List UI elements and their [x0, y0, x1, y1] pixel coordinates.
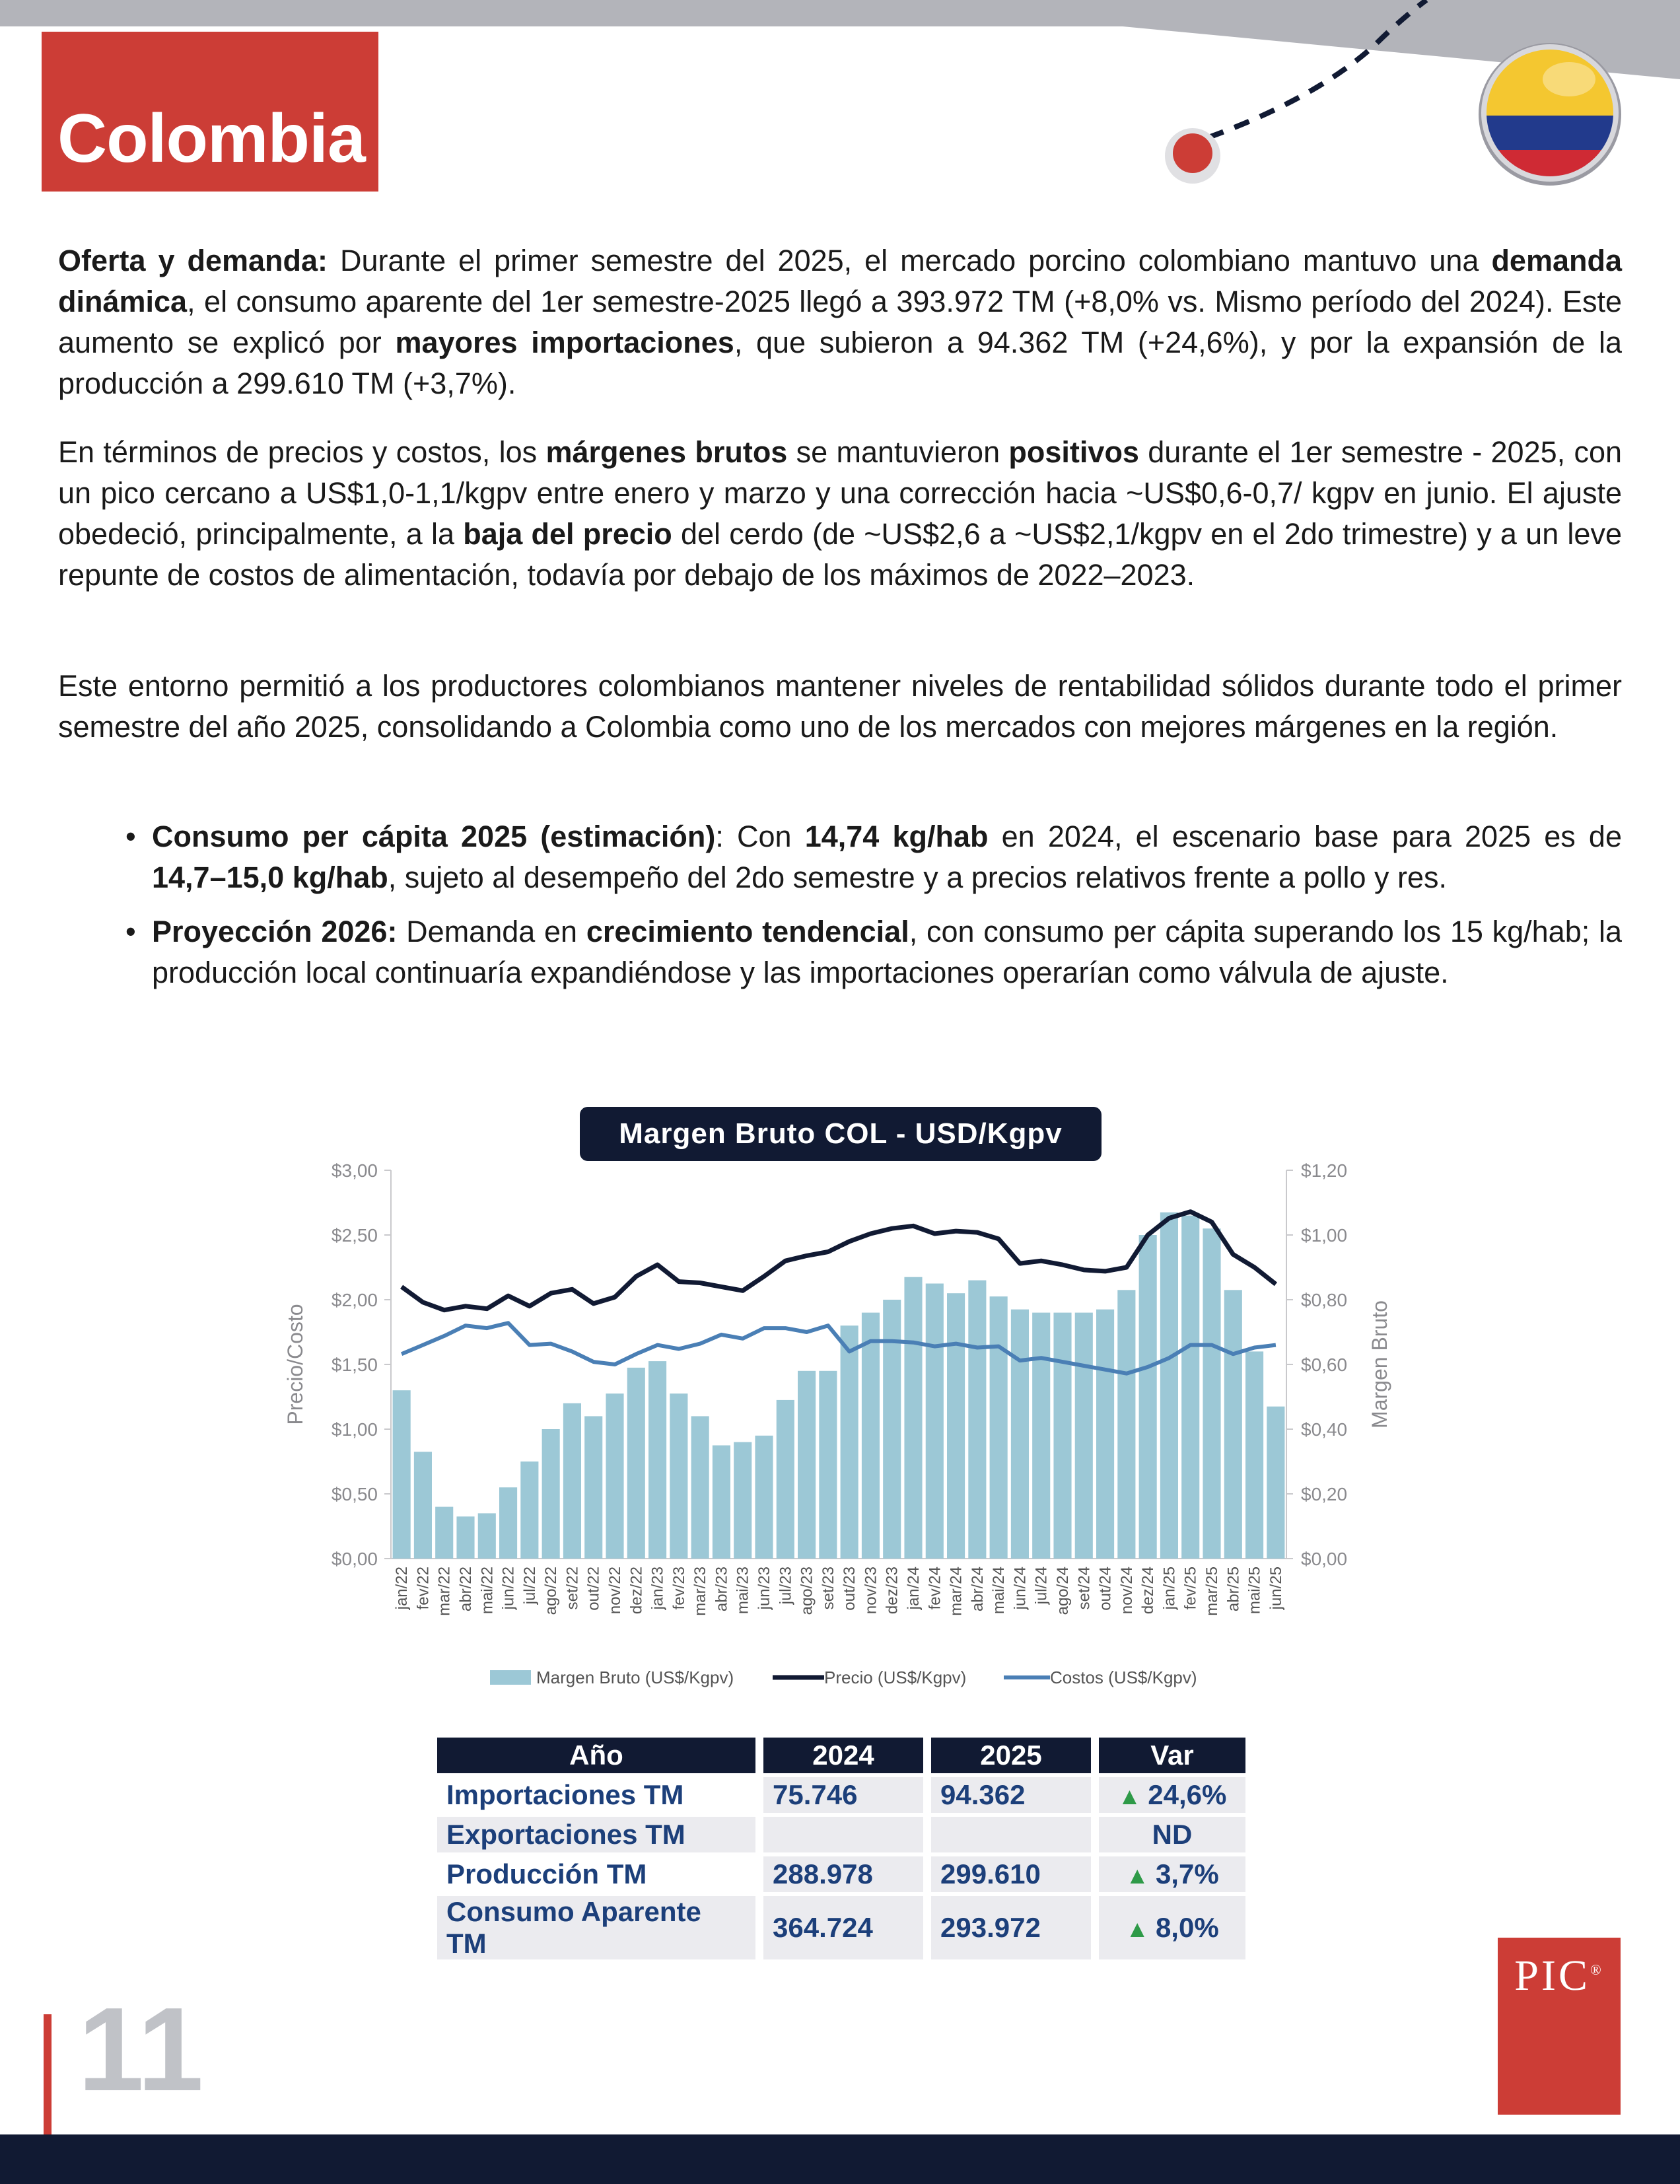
- margin-bar: [968, 1281, 986, 1559]
- text-segment: crecimiento tendencial: [586, 915, 909, 948]
- x-tick-label: mai/22: [478, 1567, 497, 1615]
- variation-cell: [1099, 1896, 1245, 1959]
- margin-bar: [777, 1400, 794, 1559]
- text-segment: Demanda en: [397, 915, 586, 948]
- x-tick-label: nov/23: [862, 1567, 880, 1615]
- text-segment: 14,74 kg/hab: [804, 820, 989, 853]
- x-tick-label: out/22: [584, 1567, 603, 1611]
- text-segment: Este entorno permitió a los productores colombianos mantener niveles de rentabilidad sólidos durante todo el primer semestre del año 2025, consolidando a Colombia como uno de los mercados con mejores márgenes en la región.: [58, 669, 1622, 744]
- margin-bar: [478, 1513, 496, 1559]
- x-tick-label: ago/24: [1054, 1567, 1072, 1615]
- table-header-row: [437, 1738, 1245, 1773]
- bullet-dot: •: [125, 820, 136, 853]
- variation-cell: [1099, 1817, 1245, 1852]
- table-row: [437, 1896, 1245, 1959]
- row-label: Producción TM: [446, 1858, 647, 1889]
- x-tick-label: nov/22: [606, 1567, 624, 1615]
- paragraph-supply-demand: [58, 240, 1622, 404]
- x-tick-label: dez/22: [627, 1567, 646, 1615]
- header-var: Var: [1099, 1738, 1245, 1773]
- text-segment: mayores importaciones: [395, 326, 734, 359]
- margin-bar: [563, 1403, 581, 1559]
- value-2025: [931, 1817, 1091, 1852]
- margin-bar: [841, 1325, 858, 1559]
- x-tick-label: mai/24: [990, 1567, 1008, 1615]
- x-tick-label: dez/23: [883, 1567, 901, 1615]
- value-2024: 75.746: [763, 1777, 923, 1813]
- x-tick-label: abr/25: [1224, 1567, 1243, 1612]
- table-row: [437, 1777, 1245, 1813]
- margin-bar: [1011, 1310, 1029, 1559]
- margin-bar: [734, 1442, 752, 1559]
- right-tick-label: $1,20: [1301, 1160, 1348, 1181]
- x-tick-label: mai/25: [1245, 1567, 1264, 1615]
- text-segment: se mantuvieron: [787, 435, 1009, 469]
- margin-bar: [798, 1371, 816, 1559]
- y-axis-title-left: Precio/Costo: [283, 1304, 307, 1425]
- x-tick-label: jun/24: [1011, 1567, 1030, 1610]
- margin-bar: [713, 1446, 730, 1559]
- y-axis-title-right: Margen Bruto: [1368, 1300, 1391, 1428]
- x-tick-label: set/23: [819, 1567, 837, 1610]
- variation-value: 8,0%: [1155, 1912, 1219, 1943]
- row-label: Importaciones TM: [446, 1779, 684, 1810]
- x-tick-label: fev/22: [414, 1567, 433, 1610]
- footer-band: [0, 2134, 1680, 2184]
- logo-registered-mark: ®: [1590, 1961, 1604, 1978]
- text-segment: del cerdo (de ~US$2,6 a ~US$2,1/kgpv en el 2do trimestre) y a un leve repunte de costos de alimentación, todavía por debajo de los máximos de 2022–2023.: [58, 517, 1622, 592]
- margin-bar: [904, 1277, 922, 1559]
- paragraph-environment: [58, 666, 1622, 748]
- x-tick-label: jan/25: [1160, 1567, 1179, 1610]
- margin-bar: [648, 1361, 666, 1559]
- margin-bar: [456, 1516, 474, 1559]
- text-segment: Oferta y demanda:: [58, 244, 328, 277]
- margin-bar: [755, 1436, 773, 1559]
- margin-bar: [670, 1393, 687, 1559]
- x-tick-label: jun/23: [755, 1567, 773, 1610]
- row-label: Consumo Aparente TM: [437, 1896, 755, 1959]
- x-tick-label: out/24: [1096, 1567, 1115, 1611]
- table-row: [437, 1856, 1245, 1892]
- value-2025: 299.610: [931, 1856, 1091, 1892]
- bullet-dot: •: [125, 915, 136, 948]
- text-segment: baja del precio: [463, 517, 672, 551]
- row-label: Exportaciones TM: [437, 1817, 755, 1852]
- margin-bar: [819, 1371, 837, 1559]
- page-title: Colombia: [57, 100, 365, 177]
- x-tick-label: jan/22: [393, 1567, 411, 1610]
- x-tick-label: abr/24: [968, 1567, 987, 1612]
- x-tick-label: mar/24: [947, 1567, 965, 1616]
- page-number: 11: [78, 1983, 204, 2116]
- bullet-text: [152, 820, 1622, 894]
- x-tick-label: out/23: [841, 1567, 859, 1611]
- header-2024: 2024: [763, 1738, 923, 1773]
- text-segment: demanda dinámica: [58, 244, 1622, 318]
- bullet-consumption-2025: [125, 816, 1622, 898]
- up-arrow-icon: ▲: [1125, 1915, 1149, 1942]
- x-tick-label: ago/22: [542, 1567, 561, 1615]
- margin-chart: [264, 1149, 1426, 1704]
- margin-bar: [1139, 1235, 1157, 1559]
- variation-value: 24,6%: [1148, 1779, 1227, 1810]
- pic-logo: [1498, 1938, 1621, 2115]
- header-year: Año: [437, 1738, 755, 1773]
- left-tick-label: $3,00: [331, 1160, 378, 1181]
- text-segment: , con consumo per cápita superando los 15 kg/hab; la producción local continuaría expandiéndose y las importaciones operarían como válvula de ajuste.: [152, 915, 1622, 989]
- margin-bar: [627, 1368, 645, 1559]
- left-tick-label: $1,00: [331, 1419, 378, 1440]
- x-tick-label: abr/23: [713, 1567, 731, 1612]
- left-tick-label: $2,00: [331, 1290, 378, 1310]
- legend-swatch-margin: [490, 1670, 531, 1685]
- x-tick-label: jul/23: [777, 1567, 795, 1605]
- margin-bar: [1117, 1290, 1135, 1559]
- margin-bar: [414, 1452, 432, 1559]
- text-segment: en 2024, el escenario base para 2025 es de: [988, 820, 1622, 853]
- bullet-list: [125, 816, 1622, 1006]
- x-tick-label: abr/22: [457, 1567, 475, 1612]
- header-2025: 2025: [931, 1738, 1091, 1773]
- left-tick-label: $0,50: [331, 1484, 378, 1504]
- x-tick-label: ago/23: [798, 1567, 816, 1615]
- text-segment: Consumo per cápita 2025 (estimación): [152, 820, 716, 853]
- colombia-flag-icon: [1477, 40, 1623, 186]
- text-segment: durante el 1er semestre - 2025, con un pico cercano a US$1,0-1,1/kgpv entre enero y marzo y una corrección hacia ~US$0,6-0,7/ kgpv en junio. El ajuste obedeció, principalmente, a la: [58, 435, 1622, 551]
- right-tick-label: $0,60: [1301, 1355, 1348, 1375]
- x-tick-label: nov/24: [1117, 1567, 1136, 1615]
- variation-cell: [1099, 1777, 1245, 1813]
- value-2024: 288.978: [763, 1856, 923, 1892]
- text-segment: : Con: [715, 820, 805, 853]
- margin-bar: [990, 1296, 1008, 1559]
- x-tick-label: mar/22: [435, 1567, 454, 1616]
- text-segment: Durante el primer semestre del 2025, el mercado porcino colombiano mantuvo una: [328, 244, 1492, 277]
- left-tick-label: $1,50: [331, 1355, 378, 1375]
- x-tick-label: jul/22: [520, 1567, 539, 1605]
- x-tick-label: fev/24: [926, 1567, 944, 1610]
- right-tick-label: $0,40: [1301, 1419, 1348, 1440]
- margin-bar: [1096, 1310, 1114, 1559]
- margin-bar: [435, 1507, 453, 1559]
- margin-bar: [926, 1284, 944, 1559]
- x-tick-label: jun/22: [499, 1567, 518, 1610]
- bullet-projection-2026: [125, 911, 1622, 993]
- text-segment: positivos: [1008, 435, 1139, 469]
- margin-bar: [1160, 1213, 1178, 1559]
- margin-bar: [1032, 1313, 1050, 1559]
- right-tick-label: $0,00: [1301, 1549, 1348, 1569]
- margin-bar: [1224, 1290, 1242, 1559]
- value-2024: [763, 1817, 923, 1852]
- variation-cell: [1099, 1856, 1245, 1892]
- logo-text: PIC: [1514, 1952, 1590, 2000]
- bullet-text: [152, 915, 1622, 989]
- margin-bar: [883, 1300, 901, 1559]
- value-2024: 364.724: [763, 1896, 923, 1959]
- x-tick-label: mai/23: [734, 1567, 752, 1615]
- left-tick-label: $2,50: [331, 1225, 378, 1246]
- text-segment: , que subieron a 94.362 TM (+24,6%), y por la expansión de la producción a 299.610 TM (+3,7%).: [58, 326, 1622, 400]
- text-segment: 14,7–15,0 kg/hab: [152, 861, 388, 894]
- x-tick-label: jan/24: [905, 1567, 923, 1610]
- text-segment: Proyección 2026:: [152, 915, 398, 948]
- margin-bar: [542, 1429, 560, 1559]
- margin-bar: [584, 1416, 602, 1559]
- margin-bar: [691, 1416, 709, 1559]
- route-decoration: [1149, 0, 1479, 185]
- margin-bar: [1267, 1407, 1284, 1559]
- left-tick-label: $0,00: [331, 1549, 378, 1569]
- value-2025: 94.362: [931, 1777, 1091, 1813]
- x-tick-label: jun/25: [1267, 1567, 1285, 1610]
- paragraph-prices-costs: [58, 432, 1622, 596]
- margin-bar: [1203, 1228, 1220, 1559]
- right-tick-label: $0,80: [1301, 1290, 1348, 1310]
- margin-bar: [520, 1462, 538, 1559]
- margin-bar: [606, 1393, 623, 1559]
- x-tick-label: fev/25: [1181, 1567, 1200, 1610]
- legend-label-margin: Margen Bruto (US$/Kgpv): [536, 1668, 734, 1687]
- x-tick-label: fev/23: [670, 1567, 688, 1610]
- up-arrow-icon: ▲: [1125, 1862, 1149, 1889]
- margin-bar: [1181, 1216, 1199, 1559]
- trade-summary-table: [429, 1734, 1253, 1963]
- legend-label-cost: Costos (US$/Kgpv): [1050, 1668, 1197, 1687]
- right-tick-label: $1,00: [1301, 1225, 1348, 1246]
- x-tick-label: dez/24: [1139, 1567, 1158, 1615]
- up-arrow-icon: ▲: [1117, 1782, 1142, 1810]
- variation-value: ND: [1152, 1819, 1193, 1850]
- x-tick-label: set/22: [563, 1567, 582, 1610]
- chart-title: Margen Bruto COL - USD/Kgpv: [580, 1107, 1102, 1161]
- x-tick-label: jan/23: [648, 1567, 667, 1610]
- margin-bar: [1075, 1313, 1093, 1559]
- text-segment: , sujeto al desempeño del 2do semestre y a precios relativos frente a pollo y res.: [388, 861, 1448, 894]
- margin-bar: [1053, 1313, 1071, 1559]
- text-segment: márgenes brutos: [545, 435, 788, 469]
- right-tick-label: $0,20: [1301, 1484, 1348, 1504]
- table-row: [437, 1817, 1245, 1852]
- margin-bar: [862, 1313, 880, 1559]
- text-segment: , el consumo aparente del 1er semestre-2025 llegó a 393.972 TM (+8,0% vs. Mismo período del 2024). Este aumento se explicó por: [58, 285, 1622, 359]
- x-tick-label: mar/23: [691, 1567, 710, 1616]
- x-tick-label: jul/24: [1032, 1567, 1051, 1605]
- legend-label-price: Precio (US$/Kgpv): [824, 1668, 967, 1687]
- x-tick-label: mar/25: [1203, 1567, 1221, 1616]
- variation-value: 3,7%: [1155, 1858, 1219, 1889]
- margin-bar: [499, 1487, 517, 1559]
- value-2025: 293.972: [931, 1896, 1091, 1959]
- margin-bar: [947, 1293, 965, 1559]
- text-segment: En términos de precios y costos, los: [58, 435, 546, 469]
- margin-bar: [1245, 1351, 1263, 1559]
- margin-bar: [393, 1390, 411, 1559]
- country-title-box: [42, 32, 378, 192]
- x-tick-label: set/24: [1075, 1567, 1094, 1610]
